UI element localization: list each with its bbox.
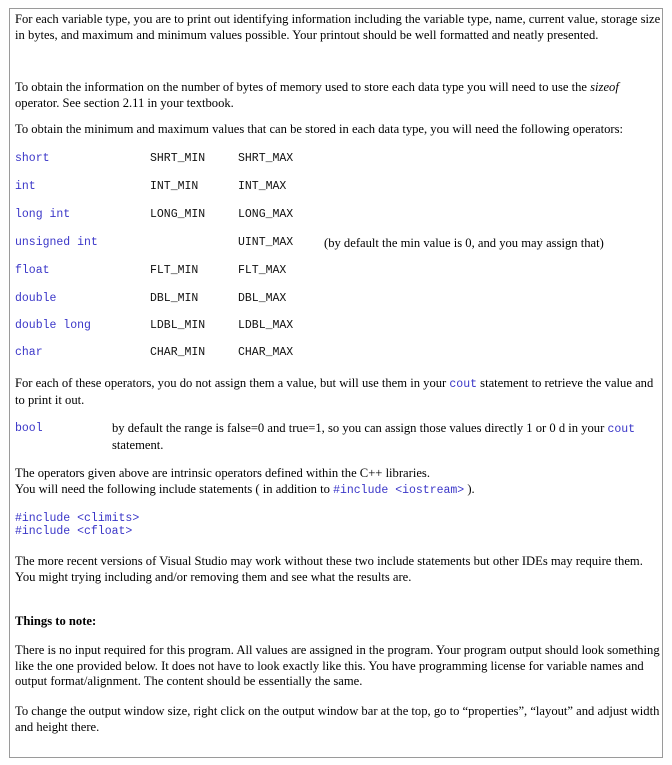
max-constant: INT_MAX — [238, 180, 287, 193]
type-name: char — [15, 346, 43, 359]
min-constant: INT_MIN — [150, 180, 199, 193]
type-name: double — [15, 292, 57, 305]
min-constant: LONG_MIN — [150, 208, 206, 221]
max-constant: LONG_MAX — [238, 208, 294, 221]
sizeof-keyword: sizeof — [590, 80, 619, 94]
max-constant: CHAR_MAX — [238, 346, 294, 359]
include-paragraph: The operators given above are intrinsic operators defined within the C++ libraries. You will need the following include statements ( in addition to #include <iostream> ). — [15, 466, 475, 497]
minmax-intro: To obtain the minimum and maximum values that can be stored in each data type, you will need the following operators: — [15, 122, 624, 136]
window-size-note: To change the output window size, right click on the output window bar at the top, go to “properties”, “layout” and adjust width and height there. — [15, 704, 660, 734]
include-climits: #include <climits> — [15, 512, 140, 525]
visual-studio-note: The more recent versions of Visual Studio may work without these two include statements but other IDEs may require them. You might trying including and/or removing them and see what the results are. — [15, 554, 643, 584]
max-constant: DBL_MAX — [238, 292, 287, 305]
max-constant: SHRT_MAX — [238, 152, 294, 165]
include-cfloat: #include <cfloat> — [15, 525, 133, 538]
notes-paragraph: There is no input required for this program. All values are assigned in the program. Your program output should look something like the one provided below. It does not have to look exactly like this. You have programming license for variable names and output format/alignment. The content should be essentially the same. — [15, 643, 660, 688]
min-constant: CHAR_MIN — [150, 346, 206, 359]
min-constant: FLT_MIN — [150, 264, 199, 277]
things-heading: Things to note: — [15, 614, 97, 628]
intro-paragraph: For each variable type, you are to print out identifying information including the variable type, name, current value, storage size in bytes, and maximum and minimum values possible. Your printout should be well formatted and neatly presented. — [15, 12, 661, 42]
min-constant: DBL_MIN — [150, 292, 199, 305]
type-name: long int — [15, 208, 71, 221]
min-constant: LDBL_MIN — [150, 319, 206, 332]
type-name: int — [15, 180, 36, 193]
max-constant: UINT_MAX — [238, 236, 294, 249]
operators-paragraph: For each of these operators, you do not assign them a value, but will use them in your cout statement to retrieve the value and to print it out. — [15, 376, 654, 407]
bool-row — [15, 421, 661, 455]
bool-type: bool — [15, 422, 43, 435]
max-constant: FLT_MAX — [238, 264, 287, 277]
type-name: unsigned int — [15, 236, 98, 249]
iostream-include: #include <iostream> — [333, 483, 465, 497]
type-name: short — [15, 152, 50, 165]
types-table — [15, 151, 661, 376]
bool-note: by default the range is false=0 and true=1, so you can assign those values directly 1 or 0 d in your cout statement. — [112, 421, 636, 452]
sizeof-paragraph: To obtain the information on the number of bytes of memory used to store each data type you will need to use the sizeof operator. See section 2.11 in your textbook. — [15, 80, 619, 110]
type-name: double long — [15, 319, 91, 332]
min-constant: SHRT_MIN — [150, 152, 206, 165]
max-constant: LDBL_MAX — [238, 319, 294, 332]
type-name: float — [15, 264, 50, 277]
uint-note: (by default the min value is 0, and you may assign that) — [324, 236, 604, 250]
include-block — [15, 512, 139, 538]
cout-code: cout — [449, 378, 478, 391]
cout-code: cout — [607, 423, 636, 436]
